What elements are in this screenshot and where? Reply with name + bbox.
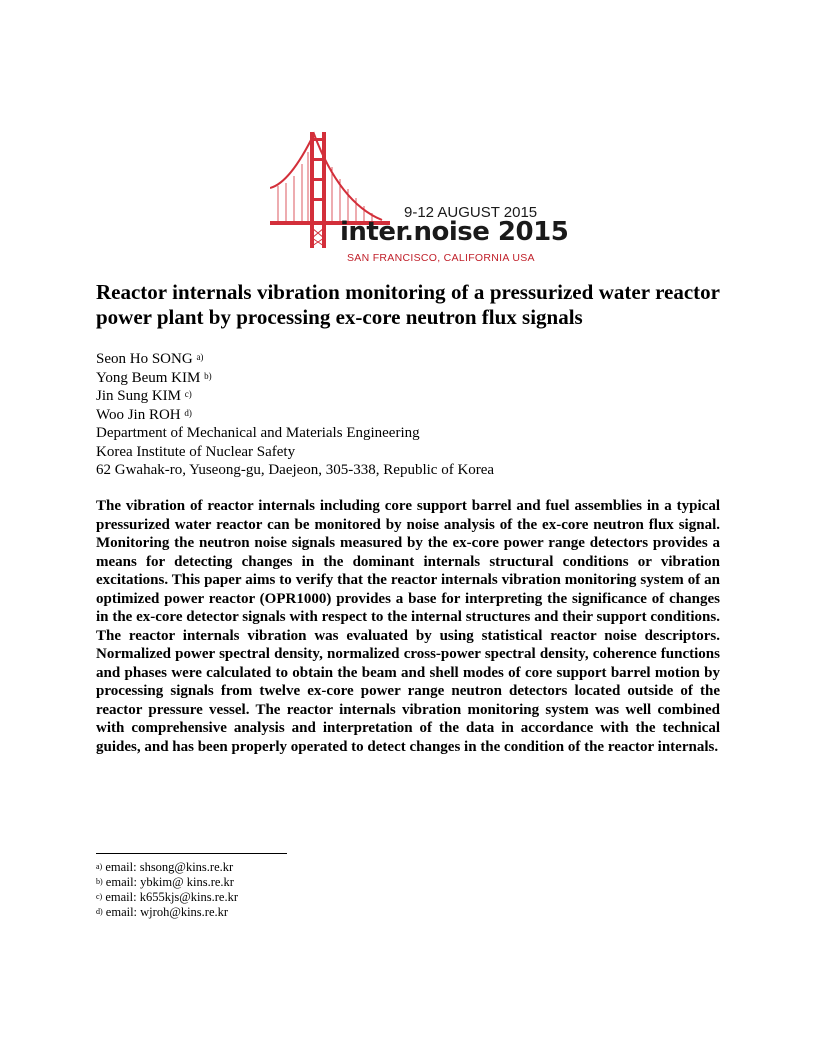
conference-name: inter.noise 2015 — [340, 217, 569, 247]
footnote-email: email: shsong@kins.re.kr — [105, 860, 234, 874]
footnote — [96, 890, 238, 905]
author-name: Jin Sung KIM — [96, 388, 182, 404]
abstract: The vibration of reactor internals including core support barrel and fuel assemblies in a typical pressurized water reactor can be monitored by noise analysis of the ex-core neutron flux signal. Monitoring the neutron noise signals measured by the ex-core power range detectors provides a means for detecting changes in the dominant internals structural conditions or vibration excitations. This paper aims to verify that the reactor internals vibration monitoring system of an optimized power reactor (OPR1000) provides a base for interpreting the significance of changes in the ex-core detector signals with respect to the internal structures and their support conditions. The reactor internals vibration was evaluated by using statistical reactor noise descriptors. Normalized power spectral density, normalized cross-power spectral density, coherence functions and phases were calculated to obtain the beam and shell modes of core support barrel motion by processing signals from twelve ex-core power range neutron detectors located outside of the reactor pressure vessel. The reactor internals vibration monitoring system was well combined with comprehensive analysis and interpretation of the data in accordance with the technical guides, and has been properly operated to detect changes in the condition of the reactor internals. — [96, 498, 720, 755]
conference-location: SAN FRANCISCO, CALIFORNIA USA — [347, 252, 535, 264]
affiliation-department: Department of Mechanical and Materials Engineering — [96, 425, 420, 441]
paper-title: Reactor internals vibration monitoring of a pressurized water reactor power plant by processing ex-core neutron flux signals — [96, 280, 720, 329]
footnote-mark: b) — [96, 877, 103, 886]
conference-logo — [270, 128, 569, 266]
footnote — [96, 860, 238, 875]
footnote-mark: a) — [96, 862, 103, 871]
author-name: Yong Beum KIM — [96, 369, 201, 386]
affiliation-address: 62 Gwahak-ro, Yuseong-gu, Daejeon, 305-338, Republic of Korea — [96, 462, 495, 478]
author-line — [96, 387, 696, 406]
author-line — [96, 406, 696, 425]
author-line — [96, 369, 696, 388]
footnote-mark: d) — [96, 907, 103, 916]
author-name: Seon Ho SONG — [96, 351, 193, 367]
author-block — [96, 350, 696, 480]
footnote-mark: c) — [96, 892, 103, 901]
author-mark: d) — [184, 407, 192, 418]
author-mark: b) — [204, 370, 212, 381]
footnote-email: email: k655kjs@kins.re.kr — [105, 890, 239, 904]
footnote — [96, 905, 238, 920]
author-line — [96, 350, 696, 369]
affiliation-institute: Korea Institute of Nuclear Safety — [96, 443, 296, 460]
footnote — [96, 875, 238, 890]
footnote-email: email: ybkim@ kins.re.kr — [105, 875, 234, 889]
footnotes — [96, 860, 238, 920]
conference-dates: 9-12 AUGUST 2015 — [404, 204, 538, 221]
author-mark: a) — [196, 352, 204, 362]
footnote-divider — [96, 853, 287, 854]
author-mark: c) — [184, 389, 192, 399]
author-name: Woo Jin ROH — [96, 406, 181, 423]
footnote-email: email: wjroh@kins.re.kr — [105, 905, 229, 919]
